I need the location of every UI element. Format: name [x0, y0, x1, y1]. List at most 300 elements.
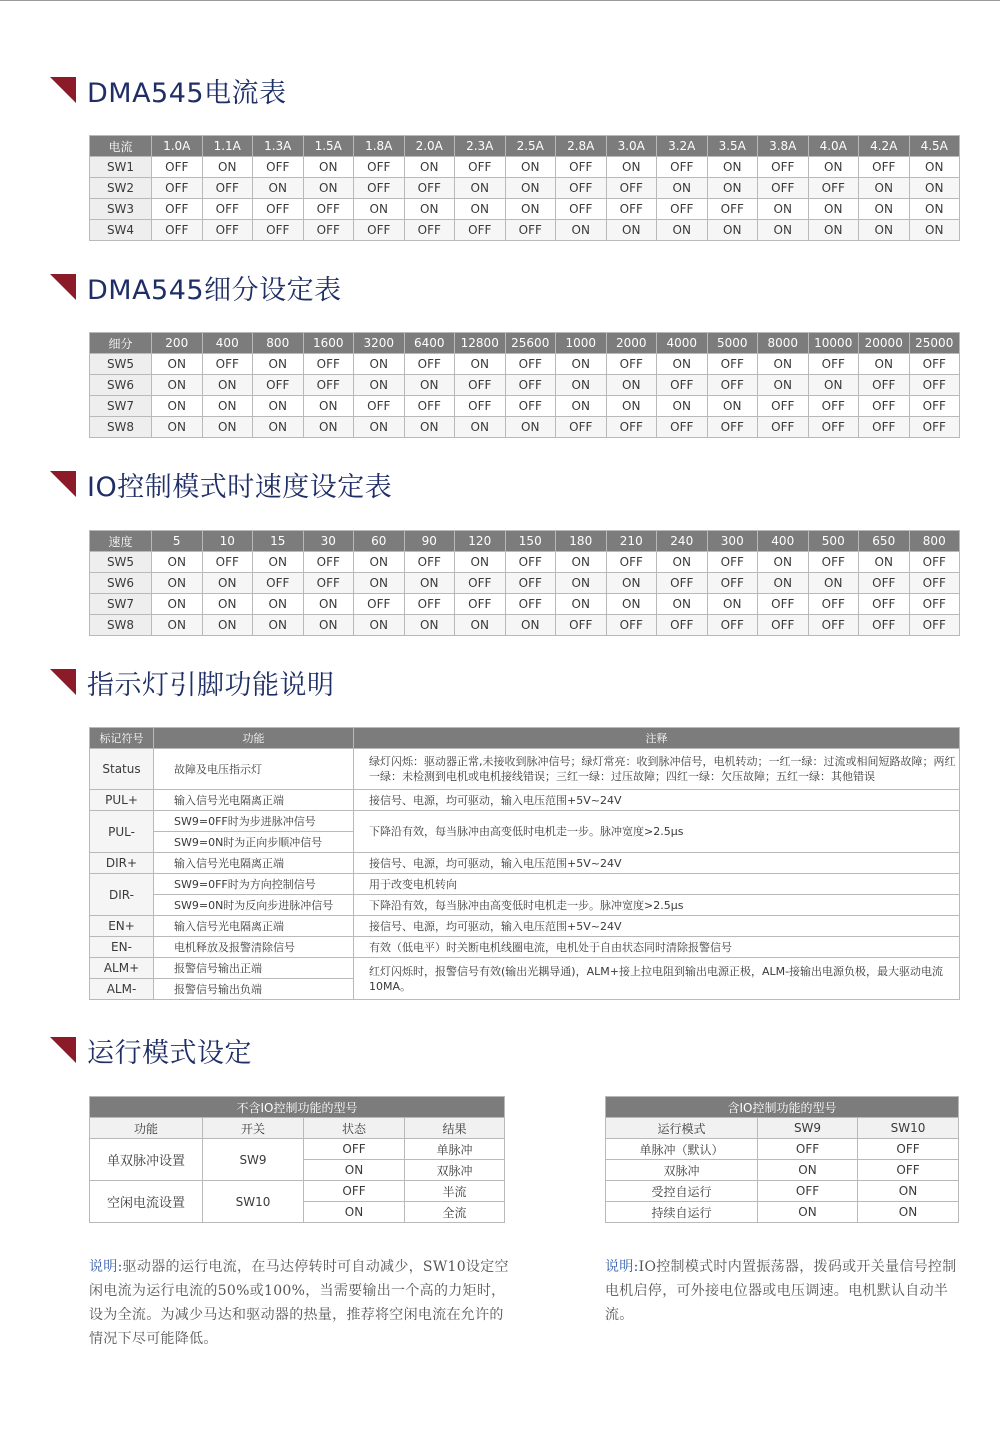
switch-state: ON [909, 220, 960, 241]
current-table [89, 135, 960, 241]
switch-state: OFF [253, 157, 304, 178]
switch-state: OFF [556, 615, 607, 636]
switch-label: SW6 [90, 573, 152, 594]
pin-note: 下降沿有效，每当脉冲由高变低时电机走一步。脉冲宽度>2.5μs [354, 811, 960, 853]
switch-state: OFF [606, 178, 657, 199]
note-text: 驱动器的运行电流，在马达停转时可自动减少，SW10设定空闲电流为运行电流的50%或100%，当需要输出一个高的力矩时，设为全流。为减少马达和驱动器的热量，推荐将空闲电流在允许的情况下尽可能降低。 [89, 1259, 509, 1347]
switch-state: ON [859, 220, 910, 241]
switch-state: OFF [808, 594, 859, 615]
heading-marker-icon [50, 471, 76, 497]
switch-state: OFF [455, 594, 506, 615]
pin-note: 用于改变电机转向 [354, 874, 960, 895]
heading-pins-text: 指示灯引脚功能说明 [87, 669, 335, 701]
pin-symbol: ALM- [90, 979, 154, 1000]
mode-result: 全流 [405, 1202, 505, 1223]
switch-label: SW1 [90, 157, 152, 178]
switch-state: ON [657, 220, 708, 241]
col-header: 400 [758, 531, 809, 552]
col-header: 150 [505, 531, 556, 552]
switch-state: ON [152, 573, 203, 594]
switch-state: OFF [909, 354, 960, 375]
table-row [606, 1181, 959, 1202]
switch-state: ON [758, 199, 809, 220]
run-mode: 双脉冲 [606, 1160, 758, 1181]
switch-state: OFF [202, 178, 253, 199]
table-row [90, 354, 960, 375]
col-header: 240 [657, 531, 708, 552]
pin-note: 有效（低电平）时关断电机线圈电流，电机处于自由状态同时清除报警信号 [354, 937, 960, 958]
note-right [605, 1255, 965, 1327]
switch-state: ON [556, 220, 607, 241]
table-row [90, 811, 960, 832]
pin-function: 电机释放及报警清除信号 [154, 937, 354, 958]
col-header: 1.0A [152, 136, 203, 157]
sw10-value: ON [858, 1181, 959, 1202]
col-header: 功能 [90, 1118, 203, 1139]
col-header-symbol: 标记符号 [90, 728, 154, 749]
switch-state: OFF [303, 220, 354, 241]
col-header: 3.8A [758, 136, 809, 157]
switch-state: ON [707, 220, 758, 241]
switch-state: ON [707, 594, 758, 615]
switch-state: ON [808, 375, 859, 396]
switch-state: ON [253, 178, 304, 199]
col-header-label: 电流 [90, 136, 152, 157]
col-header: 1000 [556, 333, 607, 354]
switch-state: ON [657, 178, 708, 199]
switch-state: ON [657, 594, 708, 615]
switch-label: SW6 [90, 375, 152, 396]
sw10-value: OFF [858, 1160, 959, 1181]
col-header: 800 [253, 333, 304, 354]
switch-state: ON [808, 220, 859, 241]
switch-state: ON [253, 552, 304, 573]
switch-state: ON [606, 220, 657, 241]
col-header-function: 功能 [154, 728, 354, 749]
switch-state: ON [253, 594, 304, 615]
mode-result: 半流 [405, 1181, 505, 1202]
col-header: 25600 [505, 333, 556, 354]
col-header-note: 注释 [354, 728, 960, 749]
col-header: 800 [909, 531, 960, 552]
switch-state: ON [909, 199, 960, 220]
switch-state: ON [909, 178, 960, 199]
switch-state: ON [657, 552, 708, 573]
col-header: 8000 [758, 333, 809, 354]
switch-state: ON [556, 396, 607, 417]
table-row [90, 396, 960, 417]
switch-state: OFF [707, 354, 758, 375]
note-text: IO控制模式时内置振荡器，拨码或开关量信号控制电机启停，可外接电位器或电压调速。电机默认自动半流。 [605, 1259, 957, 1323]
col-header: 4.5A [909, 136, 960, 157]
mode-switch: SW9 [203, 1139, 304, 1181]
switch-state: ON [808, 199, 859, 220]
col-header: 12800 [455, 333, 506, 354]
col-header: 5000 [707, 333, 758, 354]
col-header: 3.2A [657, 136, 708, 157]
switch-state: ON [303, 157, 354, 178]
switch-state: ON [354, 552, 405, 573]
switch-label: SW7 [90, 396, 152, 417]
switch-state: ON [505, 178, 556, 199]
switch-state: OFF [909, 375, 960, 396]
switch-state: OFF [455, 375, 506, 396]
table-row [90, 790, 960, 811]
heading-microstep [50, 267, 342, 307]
pin-note: 下降沿有效，每当脉冲由高变低时电机走一步。脉冲宽度>2.5μs [354, 895, 960, 916]
switch-state: ON [202, 615, 253, 636]
switch-state: ON [556, 354, 607, 375]
switch-state: OFF [556, 199, 607, 220]
switch-state: ON [354, 354, 405, 375]
switch-state: OFF [808, 354, 859, 375]
speed-table [89, 530, 960, 636]
switch-state: ON [758, 354, 809, 375]
col-header: 4.2A [859, 136, 910, 157]
switch-state: OFF [859, 375, 910, 396]
switch-state: OFF [808, 552, 859, 573]
col-header: 2.3A [455, 136, 506, 157]
col-header: 3200 [354, 333, 405, 354]
switch-state: OFF [758, 417, 809, 438]
switch-state: OFF [909, 396, 960, 417]
heading-mode-text: 运行模式设定 [87, 1037, 252, 1069]
switch-state: ON [455, 354, 506, 375]
switch-state: OFF [253, 375, 304, 396]
switch-state: OFF [152, 220, 203, 241]
table-row [90, 937, 960, 958]
col-header: 4.0A [808, 136, 859, 157]
switch-state: ON [606, 396, 657, 417]
switch-state: ON [202, 375, 253, 396]
switch-state: OFF [909, 615, 960, 636]
switch-state: ON [152, 615, 203, 636]
switch-state: ON [152, 417, 203, 438]
switch-state: OFF [909, 594, 960, 615]
col-header: 1.1A [202, 136, 253, 157]
switch-state: ON [202, 417, 253, 438]
switch-state: ON [758, 220, 809, 241]
table-row [90, 375, 960, 396]
col-header: 400 [202, 333, 253, 354]
mode-table-title: 不含IO控制功能的型号 [90, 1097, 505, 1118]
heading-marker-icon [50, 77, 76, 103]
switch-state: OFF [859, 615, 910, 636]
col-header: 650 [859, 531, 910, 552]
col-header: 6400 [404, 333, 455, 354]
switch-state: OFF [859, 417, 910, 438]
sw9-value: ON [758, 1160, 858, 1181]
switch-state: OFF [606, 615, 657, 636]
col-header: 90 [404, 531, 455, 552]
table-row [90, 895, 960, 916]
sw10-value: ON [858, 1202, 959, 1223]
switch-state: OFF [707, 417, 758, 438]
pin-function: 输入信号光电隔离正端 [154, 853, 354, 874]
switch-state: ON [455, 552, 506, 573]
mode-result: 双脉冲 [405, 1160, 505, 1181]
table-row [90, 594, 960, 615]
switch-state: ON [152, 594, 203, 615]
switch-state: OFF [505, 396, 556, 417]
col-header: 1600 [303, 333, 354, 354]
sw9-value: OFF [758, 1139, 858, 1160]
col-header: SW9 [758, 1118, 858, 1139]
switch-state: OFF [202, 354, 253, 375]
switch-state: ON [202, 594, 253, 615]
switch-state: OFF [404, 354, 455, 375]
switch-state: OFF [202, 552, 253, 573]
switch-state: OFF [505, 375, 556, 396]
switch-label: SW8 [90, 615, 152, 636]
switch-state: OFF [303, 552, 354, 573]
switch-label: SW4 [90, 220, 152, 241]
col-header: SW10 [858, 1118, 959, 1139]
heading-marker-icon [50, 274, 76, 300]
switch-state: OFF [303, 199, 354, 220]
heading-mode [50, 1030, 252, 1070]
switch-state: ON [404, 157, 455, 178]
switch-state: ON [808, 157, 859, 178]
switch-state: OFF [354, 157, 405, 178]
mode-state: ON [304, 1160, 405, 1181]
switch-state: OFF [808, 396, 859, 417]
note-label: 说明: [89, 1259, 123, 1275]
top-rule [0, 0, 1000, 1]
pin-symbol: DIR- [90, 874, 154, 916]
switch-state: ON [404, 615, 455, 636]
col-header: 3.5A [707, 136, 758, 157]
switch-label: SW7 [90, 594, 152, 615]
table-row [90, 874, 960, 895]
switch-state: OFF [303, 375, 354, 396]
pin-function: SW9=0FF时为步进脉冲信号 [154, 811, 354, 832]
pin-function-table [89, 727, 960, 1000]
switch-state: ON [707, 396, 758, 417]
heading-speed-text: IO控制模式时速度设定表 [87, 471, 393, 503]
pin-function: 故障及电压指示灯 [154, 749, 354, 790]
switch-state: ON [556, 594, 607, 615]
pin-function: 报警信号输出正端 [154, 958, 354, 979]
heading-current [50, 70, 287, 110]
col-header: 200 [152, 333, 203, 354]
switch-state: ON [909, 157, 960, 178]
switch-state: ON [657, 354, 708, 375]
table-row [90, 199, 960, 220]
switch-state: OFF [808, 178, 859, 199]
switch-state: ON [253, 354, 304, 375]
switch-state: ON [303, 396, 354, 417]
switch-state: OFF [808, 615, 859, 636]
col-header-label: 细分 [90, 333, 152, 354]
switch-state: OFF [606, 552, 657, 573]
switch-state: ON [253, 417, 304, 438]
switch-state: OFF [556, 178, 607, 199]
switch-state: ON [354, 615, 405, 636]
switch-state: ON [758, 375, 809, 396]
table-row [90, 749, 960, 790]
table-row [90, 417, 960, 438]
switch-state: ON [606, 573, 657, 594]
table-row [606, 1202, 959, 1223]
col-header: 180 [556, 531, 607, 552]
heading-marker-icon [50, 669, 76, 695]
switch-state: ON [253, 615, 304, 636]
col-header: 2000 [606, 333, 657, 354]
pin-symbol: PUL- [90, 811, 154, 853]
switch-state: ON [455, 615, 506, 636]
col-header: 1.5A [303, 136, 354, 157]
switch-state: OFF [859, 157, 910, 178]
mode-result: 单脉冲 [405, 1139, 505, 1160]
table-row [606, 1160, 959, 1181]
pin-function: SW9=0N时为正向步顺冲信号 [154, 832, 354, 853]
switch-state: ON [303, 417, 354, 438]
pin-function: SW9=0FF时为方向控制信号 [154, 874, 354, 895]
switch-state: OFF [758, 594, 809, 615]
pin-function: SW9=0N时为反向步进脉冲信号 [154, 895, 354, 916]
table-row [90, 958, 960, 979]
switch-state: ON [152, 354, 203, 375]
pin-function: 输入信号光电隔离正端 [154, 916, 354, 937]
switch-state: OFF [303, 573, 354, 594]
switch-state: OFF [859, 396, 910, 417]
switch-state: OFF [758, 178, 809, 199]
heading-current-text: DMA545电流表 [87, 77, 287, 109]
switch-state: ON [505, 157, 556, 178]
switch-state: OFF [253, 573, 304, 594]
table-row [90, 615, 960, 636]
pin-symbol: Status [90, 749, 154, 790]
pin-symbol: EN- [90, 937, 154, 958]
switch-state: ON [455, 417, 506, 438]
col-header: 4000 [657, 333, 708, 354]
col-header: 20000 [859, 333, 910, 354]
switch-state: OFF [505, 354, 556, 375]
switch-state: ON [303, 594, 354, 615]
switch-state: OFF [707, 552, 758, 573]
mode-state: OFF [304, 1181, 405, 1202]
switch-state: OFF [909, 573, 960, 594]
switch-state: OFF [354, 594, 405, 615]
col-header: 2.5A [505, 136, 556, 157]
switch-state: OFF [455, 396, 506, 417]
switch-state: ON [758, 552, 809, 573]
mode-function: 空闲电流设置 [90, 1181, 203, 1223]
table-row [90, 573, 960, 594]
switch-state: ON [152, 552, 203, 573]
switch-state: ON [505, 615, 556, 636]
switch-state: OFF [657, 157, 708, 178]
switch-state: OFF [152, 178, 203, 199]
switch-state: ON [505, 199, 556, 220]
switch-state: OFF [606, 354, 657, 375]
col-header: 1.8A [354, 136, 405, 157]
switch-state: OFF [909, 552, 960, 573]
switch-state: ON [404, 417, 455, 438]
switch-state: ON [303, 615, 354, 636]
table-row [90, 853, 960, 874]
switch-label: SW5 [90, 552, 152, 573]
col-header: 状态 [304, 1118, 405, 1139]
switch-state: ON [556, 573, 607, 594]
switch-state: OFF [303, 354, 354, 375]
col-header: 10000 [808, 333, 859, 354]
switch-state: OFF [455, 573, 506, 594]
switch-state: OFF [253, 220, 304, 241]
pin-function: 输入信号光电隔离正端 [154, 790, 354, 811]
mode-table-title: 含IO控制功能的型号 [606, 1097, 959, 1118]
heading-microstep-text: DMA545细分设定表 [87, 274, 342, 306]
pin-note: 绿灯闪烁：驱动器正常,未接收到脉冲信号；绿灯常亮：收到脉冲信号，电机转动；一红一绿：过流或相间短路故障；两红一绿：未检测到电机或电机接线错误；三红一绿：过压故障；四红一绿：欠压故障；五红一绿：其他错误 [354, 749, 960, 790]
col-header: 25000 [909, 333, 960, 354]
table-row [90, 178, 960, 199]
switch-state: OFF [707, 573, 758, 594]
col-header: 1.3A [253, 136, 304, 157]
mode-table-no-io [89, 1096, 505, 1223]
col-header: 300 [707, 531, 758, 552]
switch-state: ON [556, 375, 607, 396]
switch-state: OFF [859, 573, 910, 594]
col-header: 15 [253, 531, 304, 552]
col-header: 30 [303, 531, 354, 552]
switch-state: OFF [505, 594, 556, 615]
switch-state: OFF [202, 220, 253, 241]
switch-state: OFF [606, 417, 657, 438]
col-header: 2.0A [404, 136, 455, 157]
table-row [90, 220, 960, 241]
col-header: 3.0A [606, 136, 657, 157]
col-header: 开关 [203, 1118, 304, 1139]
switch-state: ON [354, 573, 405, 594]
col-header: 60 [354, 531, 405, 552]
col-header: 10 [202, 531, 253, 552]
table-row [90, 552, 960, 573]
switch-state: ON [707, 178, 758, 199]
run-mode: 单脉冲（默认） [606, 1139, 758, 1160]
table-row [606, 1139, 959, 1160]
switch-state: OFF [859, 594, 910, 615]
mode-state: OFF [304, 1139, 405, 1160]
mode-state: ON [304, 1202, 405, 1223]
switch-state: ON [354, 417, 405, 438]
mode-switch: SW10 [203, 1181, 304, 1223]
switch-state: OFF [152, 157, 203, 178]
switch-state: ON [859, 178, 910, 199]
switch-state: OFF [404, 396, 455, 417]
sw10-value: OFF [858, 1139, 959, 1160]
switch-state: ON [859, 199, 910, 220]
switch-state: OFF [707, 375, 758, 396]
switch-state: ON [404, 573, 455, 594]
table-row [90, 1181, 505, 1202]
switch-state: ON [606, 157, 657, 178]
switch-state: ON [707, 157, 758, 178]
col-header: 120 [455, 531, 506, 552]
table-row [90, 916, 960, 937]
col-header: 500 [808, 531, 859, 552]
switch-state: OFF [707, 615, 758, 636]
switch-state: OFF [404, 552, 455, 573]
mode-function: 单双脉冲设置 [90, 1139, 203, 1181]
switch-state: ON [606, 375, 657, 396]
switch-state: OFF [505, 220, 556, 241]
heading-pins [50, 662, 335, 702]
switch-label: SW2 [90, 178, 152, 199]
switch-state: ON [455, 199, 506, 220]
switch-state: ON [859, 354, 910, 375]
pin-symbol: DIR+ [90, 853, 154, 874]
